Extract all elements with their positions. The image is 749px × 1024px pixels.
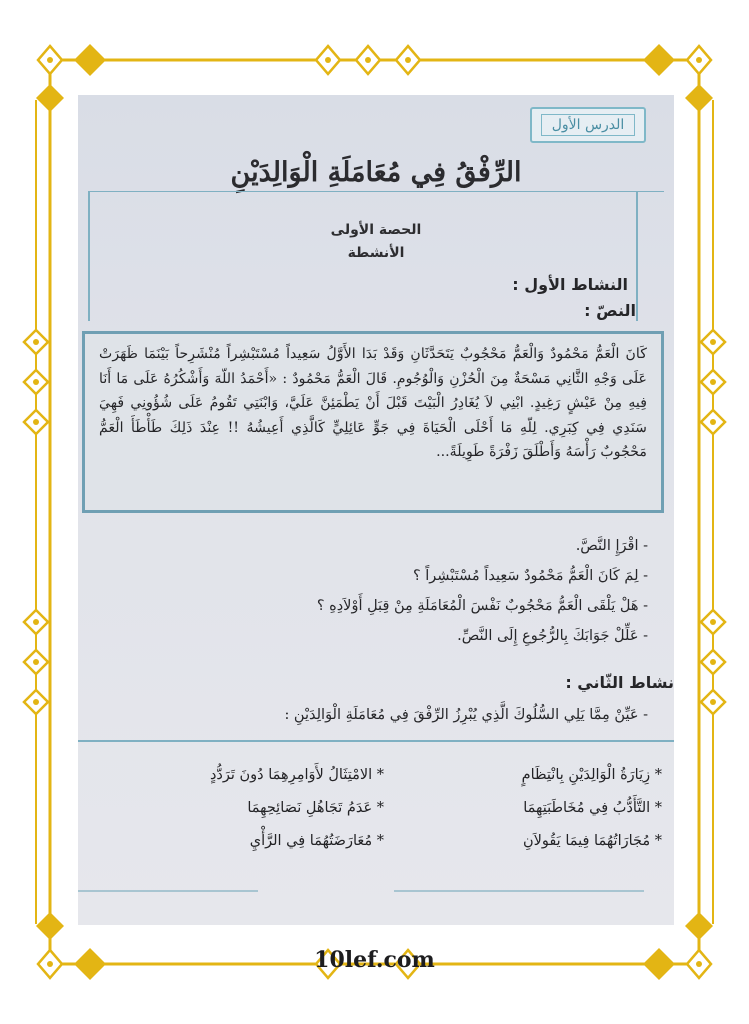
- activities-label: الأنشطة: [347, 245, 405, 261]
- lesson-tag-label: الدرس الأول: [541, 114, 636, 136]
- option-item: * عَدَمُ تَجَاهُلِ نَصَائِحِهِمَا: [247, 800, 384, 816]
- text-label: النصّ :: [584, 301, 636, 320]
- diamond-ornament: [685, 912, 713, 940]
- question-item: - عَلِّلْ جَوَابَكَ بِالرُّجُوعِ إِلَى النَّصِّ.: [457, 628, 648, 644]
- passage-text: كَانَ الْعَمُّ مَحْمُودٌ وَالْعَمُّ مَحْجُوبٌ يَتَحَدَّثَانِ وَقَدْ بَدَا الأَوَّلُ سَعِيداً مُسْتَبْشِراً مُنْشَرِحاً بَيْنَمَا ظَهَرَتْ عَلَى وَجْهِ الثَّانِي مَسْحَةٌ مِنَ الْحُزْنِ وَالْوُجُومِ. قَالَ الْعَمُّ مَحْمُودٌ : «أَحْمَدُ اللّهَ وَأَشْكُرُهُ عَلَى مَا أَنَا فِيهِ مِنْ عَيْشٍ رَغِيدٍ. ابْنِي لاَ يُغَادِرُ الْبَيْتَ قَبْلَ أَنْ يَطْمَئِنَّ عَلَيَّ، وَابْنَتِي تَقُومُ عَلَى شُؤُونِي فَهِيَ سَنَدِي فِي كِبَرِي. لِلّهِ مَا أَحْلَى الْحَيَاةَ فِي جَوٍّ عَائِلِيٍّ كَالَّذِي أَعِيشُهُ !! عِنْدَ ذَلِكَ طَأْطَأَ الْعَمُّ مَحْجُوبٌ رَأْسَهُ وَأَطْلَقَ زَفْرَةً طَوِيلَةً...: [99, 346, 647, 460]
- question-item: - هَلْ يَلْقَى الْعَمُّ مَحْجُوبٌ نَفْسَ الْمُعَامَلَةِ مِنْ قِبَلِ أَوْلاَدِهِ ؟: [316, 598, 648, 614]
- diamond-ornament: [36, 84, 64, 112]
- page-title: الرِّفْقُ فِي مُعَامَلَةِ الْوَالِدَيْنِ: [230, 157, 522, 188]
- diamond-ornament: [74, 44, 106, 76]
- diamond-ornament: [36, 912, 64, 940]
- activity2-title: نشاط الثّاني :: [565, 673, 674, 692]
- option-item: * زِيَارَةُ الْوَالِدَيْنِ بِانْتِظَامٍ: [521, 767, 662, 783]
- passage-box: [82, 331, 664, 513]
- lesson-tag: [530, 107, 646, 143]
- activity2-question: - عَيِّنْ مِمَّا يَلِي السُّلُوكَ الَّذِي يُبْرِزُ الرِّفْقَ فِي مُعَامَلَةِ الْوَالِدَيْنِ :: [284, 707, 648, 723]
- answer-line: [78, 890, 258, 892]
- question-item: - اقْرَإِ النَّصَّ.: [575, 538, 648, 554]
- site-watermark: 10lef.com: [314, 947, 435, 973]
- answer-line: [394, 890, 644, 892]
- option-item: * الامْتِثَالُ لأَوَامِرِهِمَا دُونَ تَرَدُّدٍ: [209, 767, 384, 783]
- options-divider: [78, 740, 674, 742]
- activity1-title: النشاط الأول :: [512, 275, 628, 294]
- question-list: [128, 531, 648, 651]
- options-left-column: [84, 759, 384, 858]
- question-item: - لِمَ كَانَ الْعَمُّ مَحْمُودٌ سَعِيداً مُسْتَبْشِراً ؟: [412, 568, 648, 584]
- diamond-ornament: [643, 44, 675, 76]
- options-right-column: [412, 759, 662, 858]
- option-item: * مُجَارَاتُهُمَا فِيمَا يَقُولاَنِ: [522, 833, 662, 849]
- diamond-ornament: [685, 84, 713, 112]
- option-item: * التَّأَدُّبُ فِي مُخَاطَبَتِهِمَا: [523, 800, 662, 816]
- session-label: الحصة الأولى: [330, 222, 422, 238]
- title-divider: [88, 191, 664, 192]
- option-item: * مُعَارَضَتُهُمَا فِي الرَّأْيِ: [249, 833, 384, 849]
- worksheet-photo: [78, 95, 674, 925]
